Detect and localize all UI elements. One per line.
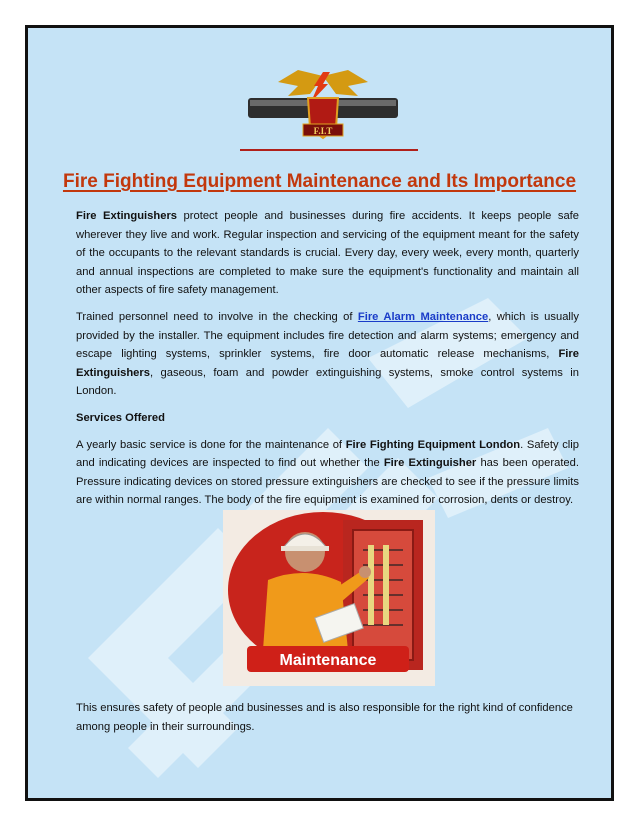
paragraph-3 bbox=[76, 436, 579, 510]
fire-extinguishers-bold-2: Fire Extinguishers bbox=[76, 348, 579, 379]
fire-extinguisher-bold: Fire Extinguisher bbox=[383, 457, 477, 470]
article-body bbox=[76, 207, 579, 518]
paragraph-3-text-a: A yearly basic service is done for the maintenance of bbox=[76, 438, 346, 451]
paragraph-2-text-a: Trained personnel need to involve in the checking of bbox=[76, 310, 358, 323]
title-rule bbox=[240, 149, 418, 151]
fit-logo bbox=[248, 68, 398, 148]
maintenance-caption: Maintenance bbox=[279, 652, 377, 669]
paragraph-3-text-c: has been operated. Pressure indicating devices on stored pressure extinguishers are checked to see if the pressure limits are within normal ranges. The body of the fire equipment is examined for corrosion, dents or destroy. bbox=[76, 457, 579, 507]
page-title: Fire Fighting Equipment Maintenance and Its Importance bbox=[62, 171, 577, 192]
services-heading bbox=[76, 409, 579, 428]
paragraph-1-text: protect people and businesses during fire accidents. It keeps people safe wherever they live and work. Regular inspection and servicing of the equipment meant for the safety of the occupants to the relevant standards is crucial. Every day, every week, every month, quarterly and annual inspections are completed to make sure the equipment's functionality and maintain all other aspects of fire safety management. bbox=[76, 210, 580, 297]
document-page bbox=[25, 25, 614, 801]
paragraph-3-text-b: . Safety clip and indicating devices are inspected to find out whether the bbox=[76, 438, 580, 470]
services-heading-text: Services Offered bbox=[76, 411, 165, 424]
maintenance-image bbox=[223, 510, 435, 686]
logo-text: F.I.T bbox=[313, 126, 333, 136]
paragraph-1 bbox=[76, 207, 579, 300]
fire-fighting-equipment-london-bold: Fire Fighting Equipment London bbox=[345, 438, 521, 451]
final-paragraph: This ensures safety of people and businesses and is also responsible for the right kind of confidence among people in their surroundings. bbox=[76, 702, 573, 733]
fire-alarm-maintenance-link[interactable]: Fire Alarm Maintenance bbox=[357, 310, 489, 323]
fire-extinguishers-bold: Fire Extinguishers bbox=[76, 210, 178, 222]
paragraph-2 bbox=[76, 308, 579, 401]
paragraph-2-text-c: , gaseous, foam and powder extinguishing systems, smoke control systems in London. bbox=[76, 366, 579, 398]
paragraph-2-text-b: , which is usually provided by the installer. The equipment includes fire detection and alarm systems; emergency and escape lighting systems, sprinkler systems, fire door automatic release mechanisms, bbox=[76, 310, 579, 361]
